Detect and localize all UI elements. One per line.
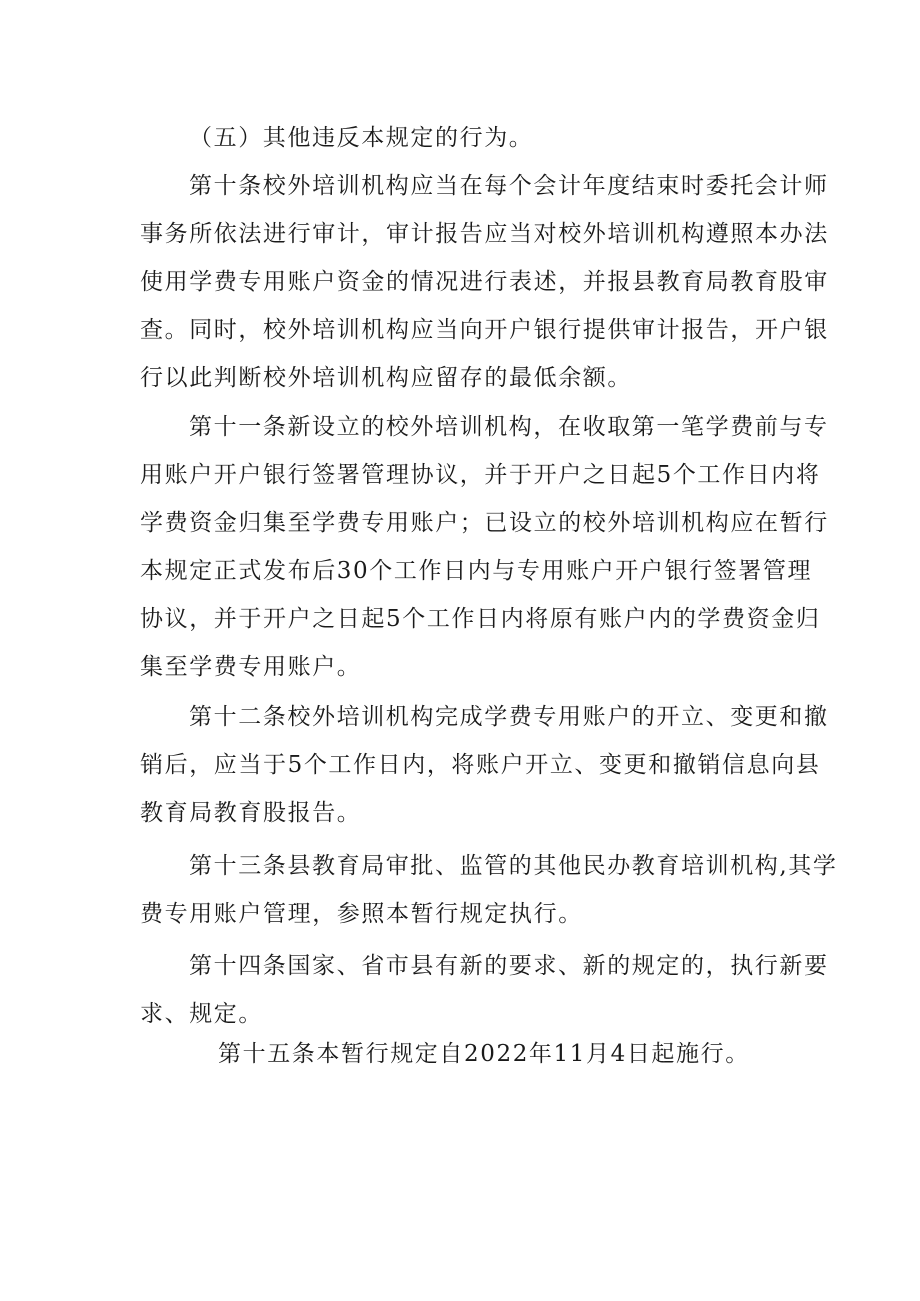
article-12-line-2: 销后，应当于5个工作日内，将账户开立、变更和撤销信息向县 xyxy=(140,752,821,778)
article-11-line-4: 本规定正式发布后30个工作日内与专用账户开户银行签署管理 xyxy=(140,558,813,584)
article-11-line-3: 学费资金归集至学费专用账户；已设立的校外培训机构应在暂行 xyxy=(140,510,829,536)
article-13-line-2: 费专用账户管理，参照本暂行规定执行。 xyxy=(140,901,583,927)
article-13-line-1: 第十三条县教育局审批、监管的其他民办教育培训机构,其学 xyxy=(189,853,838,879)
article-11-line-1: 第十一条新设立的校外培训机构，在收取第一笔学费前与专 xyxy=(189,414,829,440)
article-11-line-5: 协议，并于开户之日起5个工作日内将原有账户内的学费资金归 xyxy=(140,606,821,632)
article-10-line-2: 事务所依法进行审计，审计报告应当对校外培训机构遵照本办法 xyxy=(140,221,829,247)
article-11-line-2: 用账户开户银行签署管理协议，并于开户之日起5个工作日内将 xyxy=(140,462,821,488)
article-11-line-6: 集至学费专用账户。 xyxy=(140,654,362,680)
clause-5-text: （五）其他违反本规定的行为。 xyxy=(189,125,534,151)
article-10-line-3: 使用学费专用账户资金的情况进行表述，并报县教育局教育股审 xyxy=(140,269,829,295)
article-10-line-5: 行以此判断校外培训机构应留存的最低余额。 xyxy=(140,365,632,391)
article-10-line-4: 查。同时，校外培训机构应当向开户银行提供审计报告，开户银 xyxy=(140,317,829,343)
article-14-line-2: 求、规定。 xyxy=(140,1001,263,1027)
article-14-line-1: 第十四条国家、省市县有新的要求、新的规定的，执行新要 xyxy=(189,953,829,979)
article-12-line-1: 第十二条校外培训机构完成学费专用账户的开立、变更和撤 xyxy=(189,704,829,730)
article-12-line-3: 教育局教育股报告。 xyxy=(140,800,362,826)
article-10-line-1: 第十条校外培训机构应当在每个会计年度结束时委托会计师 xyxy=(189,173,829,199)
article-15-text: 第十五条本暂行规定自2022年11月4日起施行。 xyxy=(218,1041,750,1067)
